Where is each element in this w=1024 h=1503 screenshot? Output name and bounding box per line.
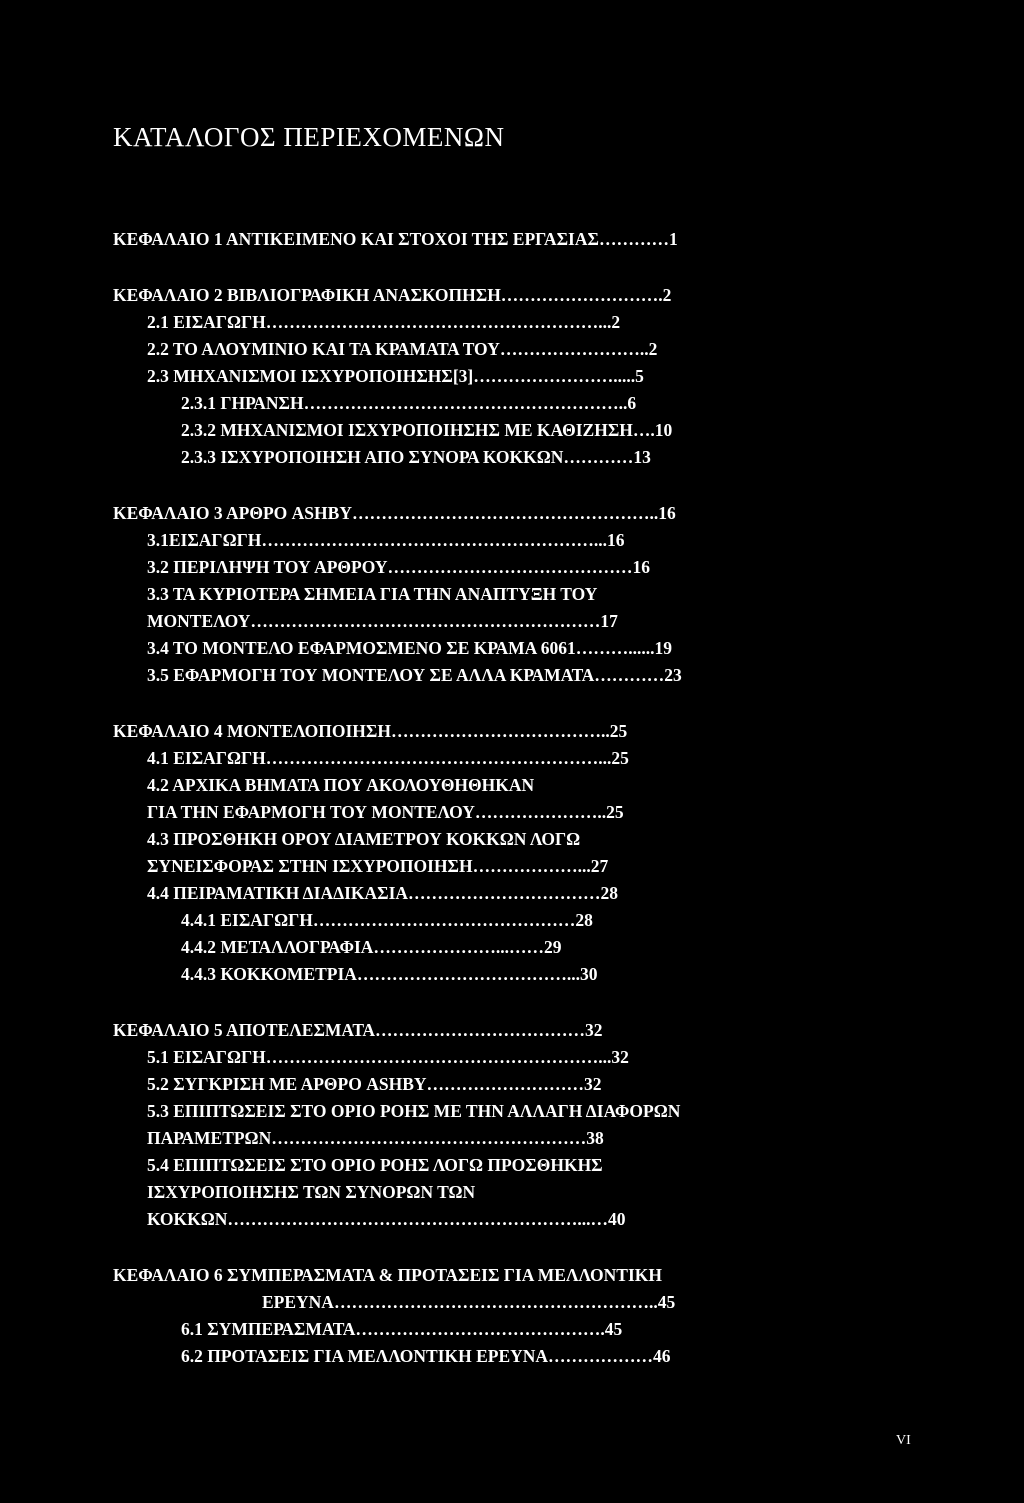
toc-entry-6-1: 6.1 ΣΥΜΠΕΡΑΣΜΑΤΑ…………………………………….45 xyxy=(181,1319,623,1339)
toc-entry-3-3: 3.3 ΤΑ ΚΥΡΙΟΤΕΡΑ ΣΗΜΕΙΑ ΓΙΑ ΤΗΝ ΑΝΑΠΤΥΞΗ ΤΟΥ xyxy=(147,584,598,604)
toc-entry-2-3-1: 2.3.1 ΓΗΡΑΝΣΗ………………………………………………..6 xyxy=(181,393,637,413)
page-number: VI xyxy=(896,1433,911,1448)
toc-entry-4-4-1: 4.4.1 ΕΙΣΑΓΩΓΗ………………………………………28 xyxy=(181,910,593,930)
toc-entry-2-2: 2.2 ΤΟ ΑΛΟΥΜΙΝΙΟ ΚΑΙ ΤΑ ΚΡΑΜΑΤΑ ΤΟΥ……………………..2 xyxy=(147,339,658,359)
toc-entry-3-4: 3.4 ΤΟ ΜΟΝΤΕΛΟ ΕΦΑΡΜΟΣΜΕΝΟ ΣΕ ΚΡΑΜΑ 6061………......19 xyxy=(147,638,672,658)
toc-chapter-3: ΚΕΦΑΛΑΙΟ 3 ΑΡΘΡΟ ASHBY……………………………………………..16 xyxy=(113,503,676,523)
toc-title: ΚΑΤΑΛΟΓΟΣ ΠΕΡΙΕΧΟΜΕΝΩΝ xyxy=(113,122,505,152)
toc-entry-2-1: 2.1 ΕΙΣΑΓΩΓΗ…………………………………………………...2 xyxy=(147,312,621,332)
toc-entry-4-2: 4.2 ΑΡΧΙΚΑ ΒΗΜΑΤΑ ΠΟΥ ΑΚΟΛΟΥΘΗΘΗΚΑΝ xyxy=(147,775,535,795)
toc-chapter-6-cont: ΕΡΕΥΝΑ………………………………………………..45 xyxy=(262,1292,676,1312)
toc-entry-5-4-cont2: ΚΟΚΚΩΝ……………………………………………………...…40 xyxy=(147,1209,626,1229)
toc-entry-4-4: 4.4 ΠΕΙΡΑΜΑΤΙΚΗ ΔΙΑΔΙΚΑΣΙΑ……………………………28 xyxy=(147,883,619,903)
toc-entry-2-3-2: 2.3.2 ΜΗΧΑΝΙΣΜΟΙ ΙΣΧΥΡΟΠΟΙΗΣΗΣ ΜΕ ΚΑΘΙΖΗΣΗ….10 xyxy=(181,420,673,440)
toc-entry-5-3-cont: ΠΑΡΑΜΕΤΡΩΝ………………………………………………38 xyxy=(147,1128,604,1148)
toc-entry-3-5: 3.5 ΕΦΑΡΜΟΓΗ ΤΟΥ ΜΟΝΤΕΛΟΥ ΣΕ ΑΛΛΑ ΚΡΑΜΑΤΑ…………23 xyxy=(147,665,682,685)
toc-entry-4-3: 4.3 ΠΡΟΣΘΗΚΗ ΟΡΟΥ ΔΙΑΜΕΤΡΟΥ ΚΟΚΚΩΝ ΛΟΓΩ xyxy=(147,829,581,849)
toc-entry-5-4-cont: ΙΣΧΥΡΟΠΟΙΗΣΗΣ ΤΩΝ ΣΥΝΟΡΩΝ ΤΩΝ xyxy=(147,1182,476,1202)
toc-entry-5-1: 5.1 ΕΙΣΑΓΩΓΗ…………………………………………………...32 xyxy=(147,1047,629,1067)
toc-entry-5-2: 5.2 ΣΥΓΚΡΙΣΗ ΜΕ ΑΡΘΡΟ ASHBY………………………32 xyxy=(147,1074,602,1094)
toc-entry-4-2-cont: ΓΙΑ ΤΗΝ ΕΦΑΡΜΟΓΗ ΤΟΥ ΜΟΝΤΕΛΟΥ…………………..25 xyxy=(147,802,624,822)
toc-entry-5-4: 5.4 ΕΠΙΠΤΩΣΕΙΣ ΣΤΟ ΟΡΙΟ ΡΟΗΣ ΛΟΓΩ ΠΡΟΣΘΗΚΗΣ xyxy=(147,1155,603,1175)
toc-entry-4-1: 4.1 ΕΙΣΑΓΩΓΗ…………………………………………………...25 xyxy=(147,748,629,768)
toc-chapter-4: ΚΕΦΑΛΑΙΟ 4 ΜΟΝΤΕΛΟΠΟΙΗΣΗ………………………………..25 xyxy=(113,721,628,741)
toc-entry-2-3-3: 2.3.3 ΙΣΧΥΡΟΠΟΙΗΣΗ ΑΠΟ ΣΥΝΟΡΑ ΚΟΚΚΩΝ…………13 xyxy=(181,447,651,467)
toc-entry-3-1: 3.1ΕΙΣΑΓΩΓΗ…………………………………………………...16 xyxy=(147,530,625,550)
toc-entry-6-2: 6.2 ΠΡΟΤΑΣΕΙΣ ΓΙΑ ΜΕΛΛΟΝΤΙΚΗ ΕΡΕΥΝΑ………………46 xyxy=(181,1346,671,1366)
toc-entry-5-3: 5.3 ΕΠΙΠΤΩΣΕΙΣ ΣΤΟ ΟΡΙΟ ΡΟΗΣ ΜΕ ΤΗΝ ΑΛΛΑΓΗ ΔΙΑΦΟΡΩΝ xyxy=(147,1101,681,1121)
toc-chapter-6: ΚΕΦΑΛΑΙΟ 6 ΣΥΜΠΕΡΑΣΜΑΤΑ & ΠΡΟΤΑΣΕΙΣ ΓΙΑ ΜΕΛΛΟΝΤΙΚΗ xyxy=(113,1265,662,1285)
toc-entry-3-3-cont: ΜΟΝΤΕΛΟΥ……………………………………………………17 xyxy=(147,611,618,631)
toc-entry-3-2: 3.2 ΠΕΡΙΛΗΨΗ ΤΟΥ ΑΡΘΡΟΥ……………………………………16 xyxy=(147,557,650,577)
toc-entry-4-4-3: 4.4.3 ΚΟΚΚΟΜΕΤΡΙΑ………………………………...30 xyxy=(181,964,598,984)
toc-entry-2-3: 2.3 ΜΗΧΑΝΙΣΜΟΙ ΙΣΧΥΡΟΠΟΙΗΣΗΣ[3]…………………….....5 xyxy=(147,366,644,386)
toc-chapter-5: ΚΕΦΑΛΑΙΟ 5 ΑΠΟΤΕΛΕΣΜΑΤΑ………………………………32 xyxy=(113,1020,603,1040)
toc-chapter-2: ΚΕΦΑΛΑΙΟ 2 ΒΙΒΛΙΟΓΡΑΦΙΚΗ ΑΝΑΣΚΟΠΗΣΗ……………………….2 xyxy=(113,285,672,305)
toc-entry-4-4-2: 4.4.2 ΜΕΤΑΛΛΟΓΡΑΦΙΑ…………………...……29 xyxy=(181,937,562,957)
toc-chapter-1: ΚΕΦΑΛΑΙΟ 1 ΑΝΤΙΚΕΙΜΕΝΟ ΚΑΙ ΣΤΟΧΟΙ ΤΗΣ ΕΡΓΑΣΙΑΣ…………1 xyxy=(113,229,678,249)
toc-entry-4-3-cont: ΣΥΝΕΙΣΦΟΡΑΣ ΣΤΗΝ ΙΣΧΥΡΟΠΟΙΗΣΗ………………...27 xyxy=(147,856,609,876)
